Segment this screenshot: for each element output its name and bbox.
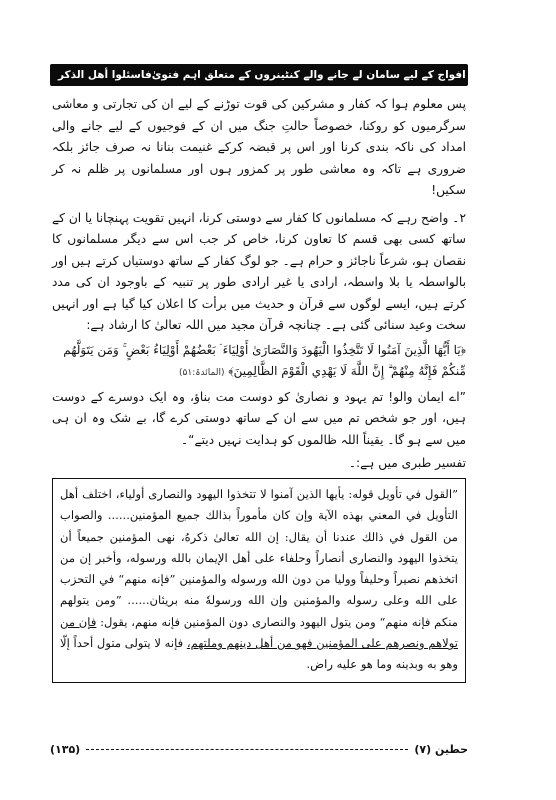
page-footer — [50, 740, 468, 758]
footer-rule — [86, 749, 408, 750]
quote-text-1: ”القول في تأويل قوله: يأيها الذين آمنوا لا تتخذوا اليهود والنصارى أولياء، اختلف أهل التأويل في المعني بهذه الآية وإن كان مأموراً بذالك جميع المؤمنين...... والصواب من القول في ذالك عندنا أن يقال: إن الله تعالىٰ ذكرهُ، نهى المؤمنين جميعاً أن يتخذوا اليهود والنصارى أنصاراً وحلفاء على أهل الإيمان بالله ورسوله، وأخبر إن من اتخذهم نصيراً وحليفاً ووليا من دون الله ورسوله والمؤمنين ”فإنه منهم“ في التحزب على الله وعلى رسوله والمؤمنين وإن الله ورسولهٗ منه بريئان...... ”ومن يتولهم منكم فإنه منهم“ ومن يتول اليهود والنصارى دون المؤمنين فإنه منهم، يقول: — [60, 487, 458, 629]
paragraph-1: پس معلوم ہوا کہ کفار و مشرکین کی قوت توڑنے کے لیے ان کی تجارتی و معاشی سرگرمیوں کو روکنا، خصوصاً حالتِ جنگ میں ان کے فوجیوں کے لیے جانے والی امداد کی ناکہ بندی کرنا اور اس پر قبضہ کرکے غنیمت بنانا نہ صرف جائز بلکہ ضروری ہے تاکہ وہ معاشی طور پر کمزور ہوں اور مسلمانوں پر ظلم نہ کر سکیں! — [52, 97, 466, 197]
verse-text: ﴿يَا أَيُّهَا الَّذِينَ آمَنُوا لَا تَتَّخِذُوا الْيَهُودَ وَالنَّصَارَىٰ أَوْلِيَاءَ ۘ بَعْضُهُمْ أَوْلِيَاءُ بَعْضٍ ۚ وَمَن يَتَوَلَّهُم مِّنكُمْ فَإِنَّهُ مِنْهُمْ ۗ إِنَّ اللَّهَ لَا يَهْدِي الْقَوْمَ الظَّالِمِينَ﴾ — [63, 342, 466, 378]
tafsir-quote — [60, 484, 458, 676]
header-article-title: امریکہ و نیٹو کی افواج کے لیے سامان لے جانے والے کنٹینروں کے متعلق اہم فتویٰ — [151, 69, 556, 81]
paragraph-2: ۲۔ واضح رہے کہ مسلمانوں کا کفار سے دوستی کرنا، انہیں تقویت پہنچانا یا ان کے ساتھ کسی بھی قسم کا تعاون کرنا، خاص کر جب اس سے دیگر مسلمانوں کا نقصان ہو، شرعاً ناجائز و حرام ہے۔ جو لوگ کفار کے ساتھ دوستیاں کرتے ہیں اور بالواسطہ یا بلا واسطہ، ارادی یا غیر ارادی طور پر تنبیہ کے باوجود ان کی مدد کرتے ہیں، ایسے لوگوں سے قرآن و حدیث میں برأت کا اعلان کیا گیا ہے اور انہیں سخت وعید سنائی گئی ہے۔ چنانچہ قرآن مجید میں اللہ تعالیٰ کا ارشاد ہے: — [52, 210, 466, 332]
page-content — [52, 94, 466, 734]
issue-label: حطین (۷) — [414, 742, 468, 756]
tafsir-intro: تفسیر طبری میں ہے:۔ — [348, 456, 466, 470]
header-section-title: فاسئلوا أهل الذكر — [58, 69, 152, 81]
running-header — [50, 64, 556, 86]
quote-text-2: فإنه لا يتولى متول أحداً إلّا وهو به وبدينه وما هو عليه راض. — [60, 636, 458, 672]
tafsir-quote-box — [52, 478, 466, 683]
verse-reference: (المائدۃ:۵۱) — [179, 367, 225, 378]
quran-verse — [52, 340, 466, 384]
page-number: (۱۳۵) — [50, 742, 81, 756]
verse-translation: ”اے ایمان والو! تم یہود و نصاریٰ کو دوست مت بناؤ، وہ ایک دوسرے کے دوست ہیں، اور جو شخص تم میں سے ان کے ساتھ دوستی کرے گا، بے شک وہ ان ہی میں سے ہو گا۔ یقیناً اللہ ظالموں کو ہدایت نہیں دیتے“۔ — [52, 389, 466, 447]
quote-underlined: فإن من تولاهم ونصرهم على المؤمنين فهو من أهل دينهم وملتهم، — [60, 614, 458, 651]
